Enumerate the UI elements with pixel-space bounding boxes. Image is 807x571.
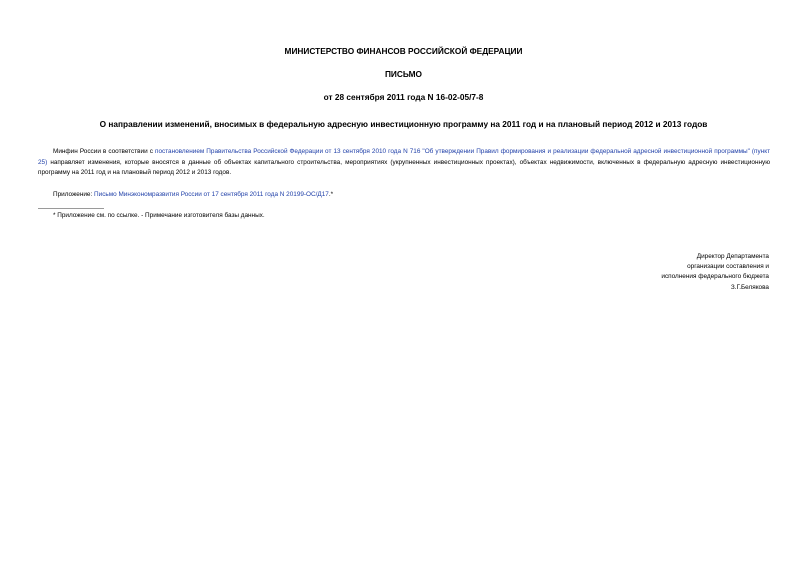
main-paragraph <box>38 147 770 179</box>
signature-position-line-2: организации составления и <box>687 263 769 271</box>
attachment-link[interactable]: Письмо Минэкономразвития России от 17 сентября 2011 года N 20199-ОС/Д17 <box>94 191 329 198</box>
main-paragraph-lead: Минфин России в соответствии с <box>53 148 155 155</box>
attachment-paragraph <box>38 190 770 201</box>
footnote: * Приложение см. по ссылке. - Примечание изготовителя базы данных. <box>53 212 265 219</box>
document-title: О направлении изменений, вносимых в федеральную адресную инвестиционную программу на 2011 год и на плановый период 2012 и 2013 годов <box>99 119 708 129</box>
footnote-divider <box>38 208 104 209</box>
signature-position-line-3: исполнения федерального бюджета <box>661 273 769 281</box>
ministry-heading: МИНИСТЕРСТВО ФИНАНСОВ РОССИЙСКОЙ ФЕДЕРАЦИИ <box>284 46 523 56</box>
attachment-mark: .* <box>328 191 334 198</box>
attachment-label: Приложение: <box>53 191 95 198</box>
decree-link[interactable]: постановлением Правительства Российской Федерации от 13 сентября 2010 года N 716 "Об утверждении Правил формирования и реализации федеральной адресной инвестиционной программы" (пункт 25) <box>38 148 771 166</box>
document-type: ПИСЬМО <box>384 69 423 79</box>
signatory-name: З.Г.Белякова <box>730 283 769 291</box>
signature-position-line-1: Директор Департамента <box>696 253 769 260</box>
document-date: от 28 сентября 2011 года N 16-02-05/7-8 <box>323 92 484 102</box>
main-paragraph-tail: направляет изменения, которые вносятся в данные об объектах капитального строительства, мероприятиях (укрупненных инвестиционных проектах), объектах недвижимости, включенных в федеральную адресную инвестиционную программу на 2011 год и на плановый период 2012 и 2013 годов. <box>38 158 770 177</box>
